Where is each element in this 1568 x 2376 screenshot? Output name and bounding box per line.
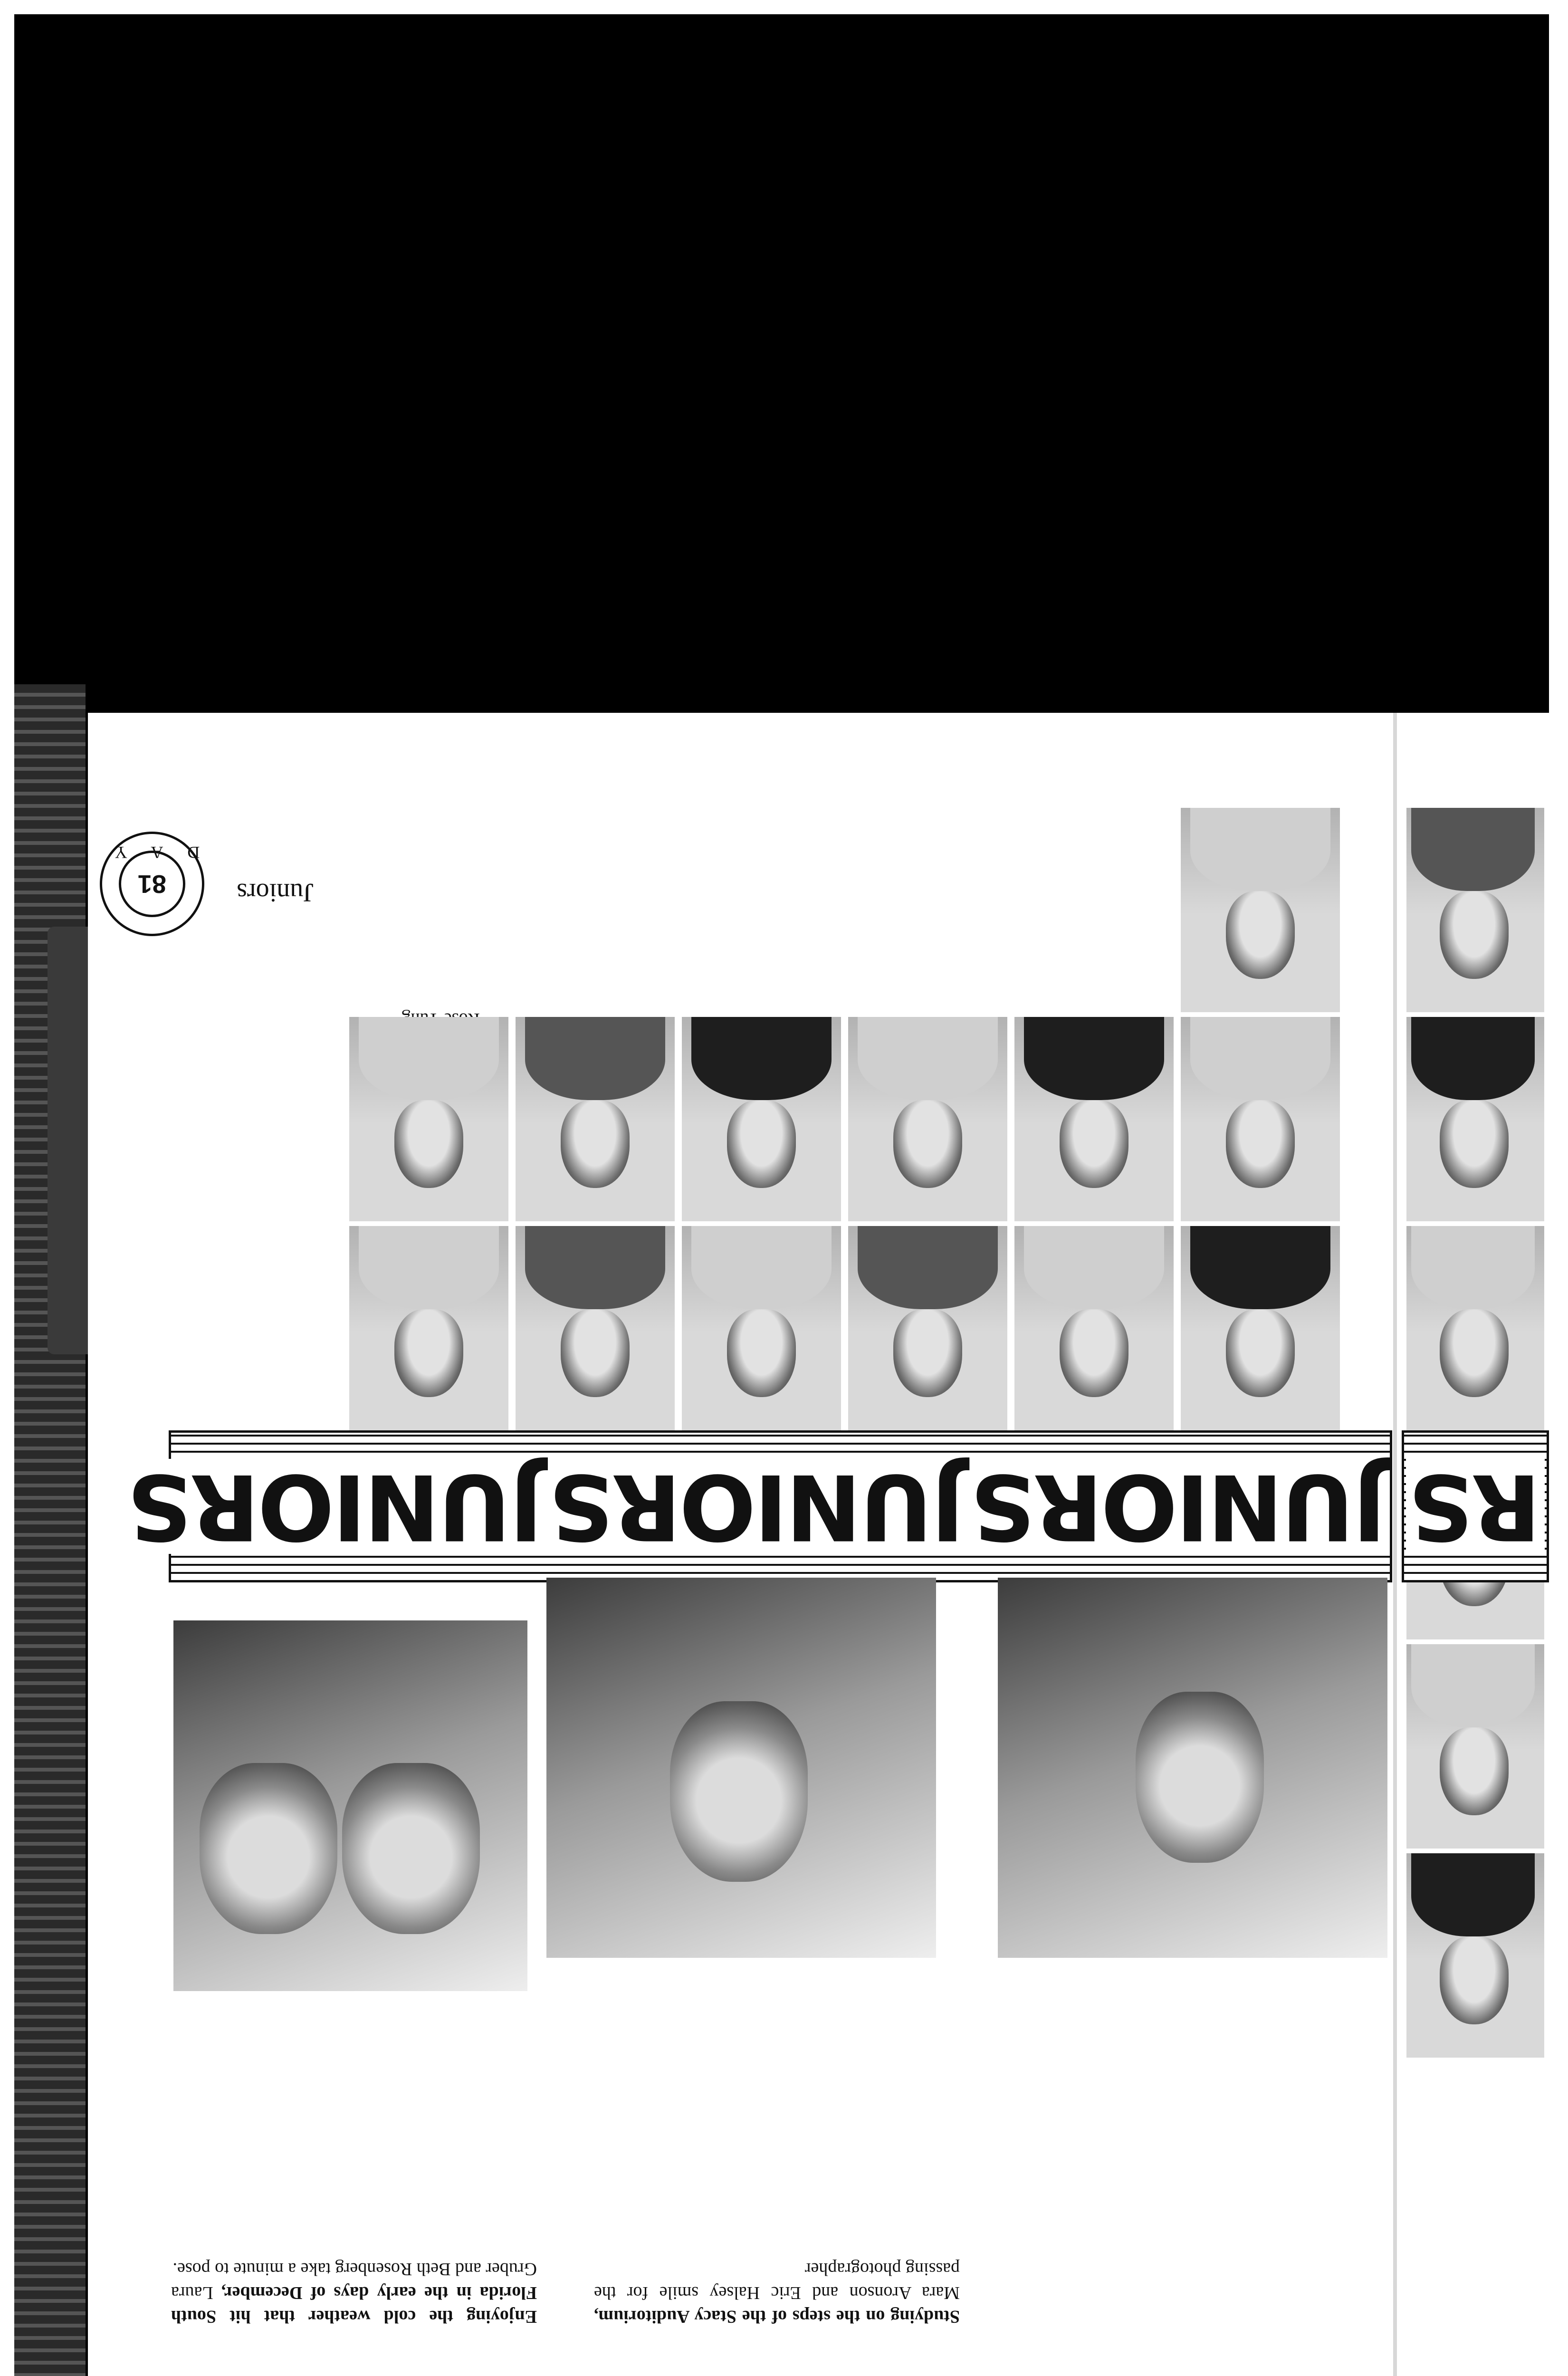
banner-partial	[1402, 1430, 1549, 1582]
student-portrait	[848, 1017, 1007, 1221]
student-portrait	[516, 1226, 675, 1430]
student-portrait	[1014, 1017, 1174, 1221]
page-gutter	[1393, 713, 1397, 2376]
day-badge	[100, 832, 204, 936]
caption-cold-weather: Enjoying the cold weather that hit South Florida in the early days of December, Laura Gruber and Beth Rosenberg take a minute to pose.	[171, 2259, 537, 2327]
banner-word: RS	[1406, 1459, 1544, 1554]
student-portrait	[1406, 1853, 1544, 2058]
banner-word: JUNIORS	[546, 1459, 968, 1554]
student-portrait	[1406, 1226, 1544, 1430]
student-portrait	[1406, 808, 1544, 1012]
juniors-banner	[128, 1430, 1392, 1582]
caption-stacy-auditorium: Studying on the steps of the Stacy Auditorium, Mara Aronson and Eric Halsey smile for the passing photographer	[594, 2259, 960, 2327]
student-portrait	[1406, 1644, 1544, 1849]
banner-word: JUNIORS	[968, 1459, 1390, 1554]
student-portrait	[349, 1226, 508, 1430]
student-portrait	[1014, 1226, 1174, 1430]
candid-photo-student-glasses	[998, 1578, 1387, 1958]
day-letters: D A Y	[104, 843, 200, 862]
student-portrait	[1406, 1017, 1544, 1221]
student-portrait	[1181, 808, 1340, 1012]
page-number: 81	[137, 870, 167, 898]
student-portrait	[349, 1017, 508, 1221]
candid-photo-two-girls	[173, 1620, 527, 1991]
student-portrait	[682, 1017, 841, 1221]
student-portrait	[516, 1017, 675, 1221]
student-portrait	[848, 1226, 1007, 1430]
student-portrait	[1181, 1226, 1340, 1430]
student-portrait	[1181, 1017, 1340, 1221]
candid-photo-student-portrait	[546, 1578, 936, 1958]
section-label: Juniors	[237, 878, 314, 907]
yearbook-page	[88, 713, 1549, 2376]
page-folio	[104, 822, 314, 936]
banner-word: JUNIORS	[125, 1459, 546, 1554]
student-portrait	[682, 1226, 841, 1430]
